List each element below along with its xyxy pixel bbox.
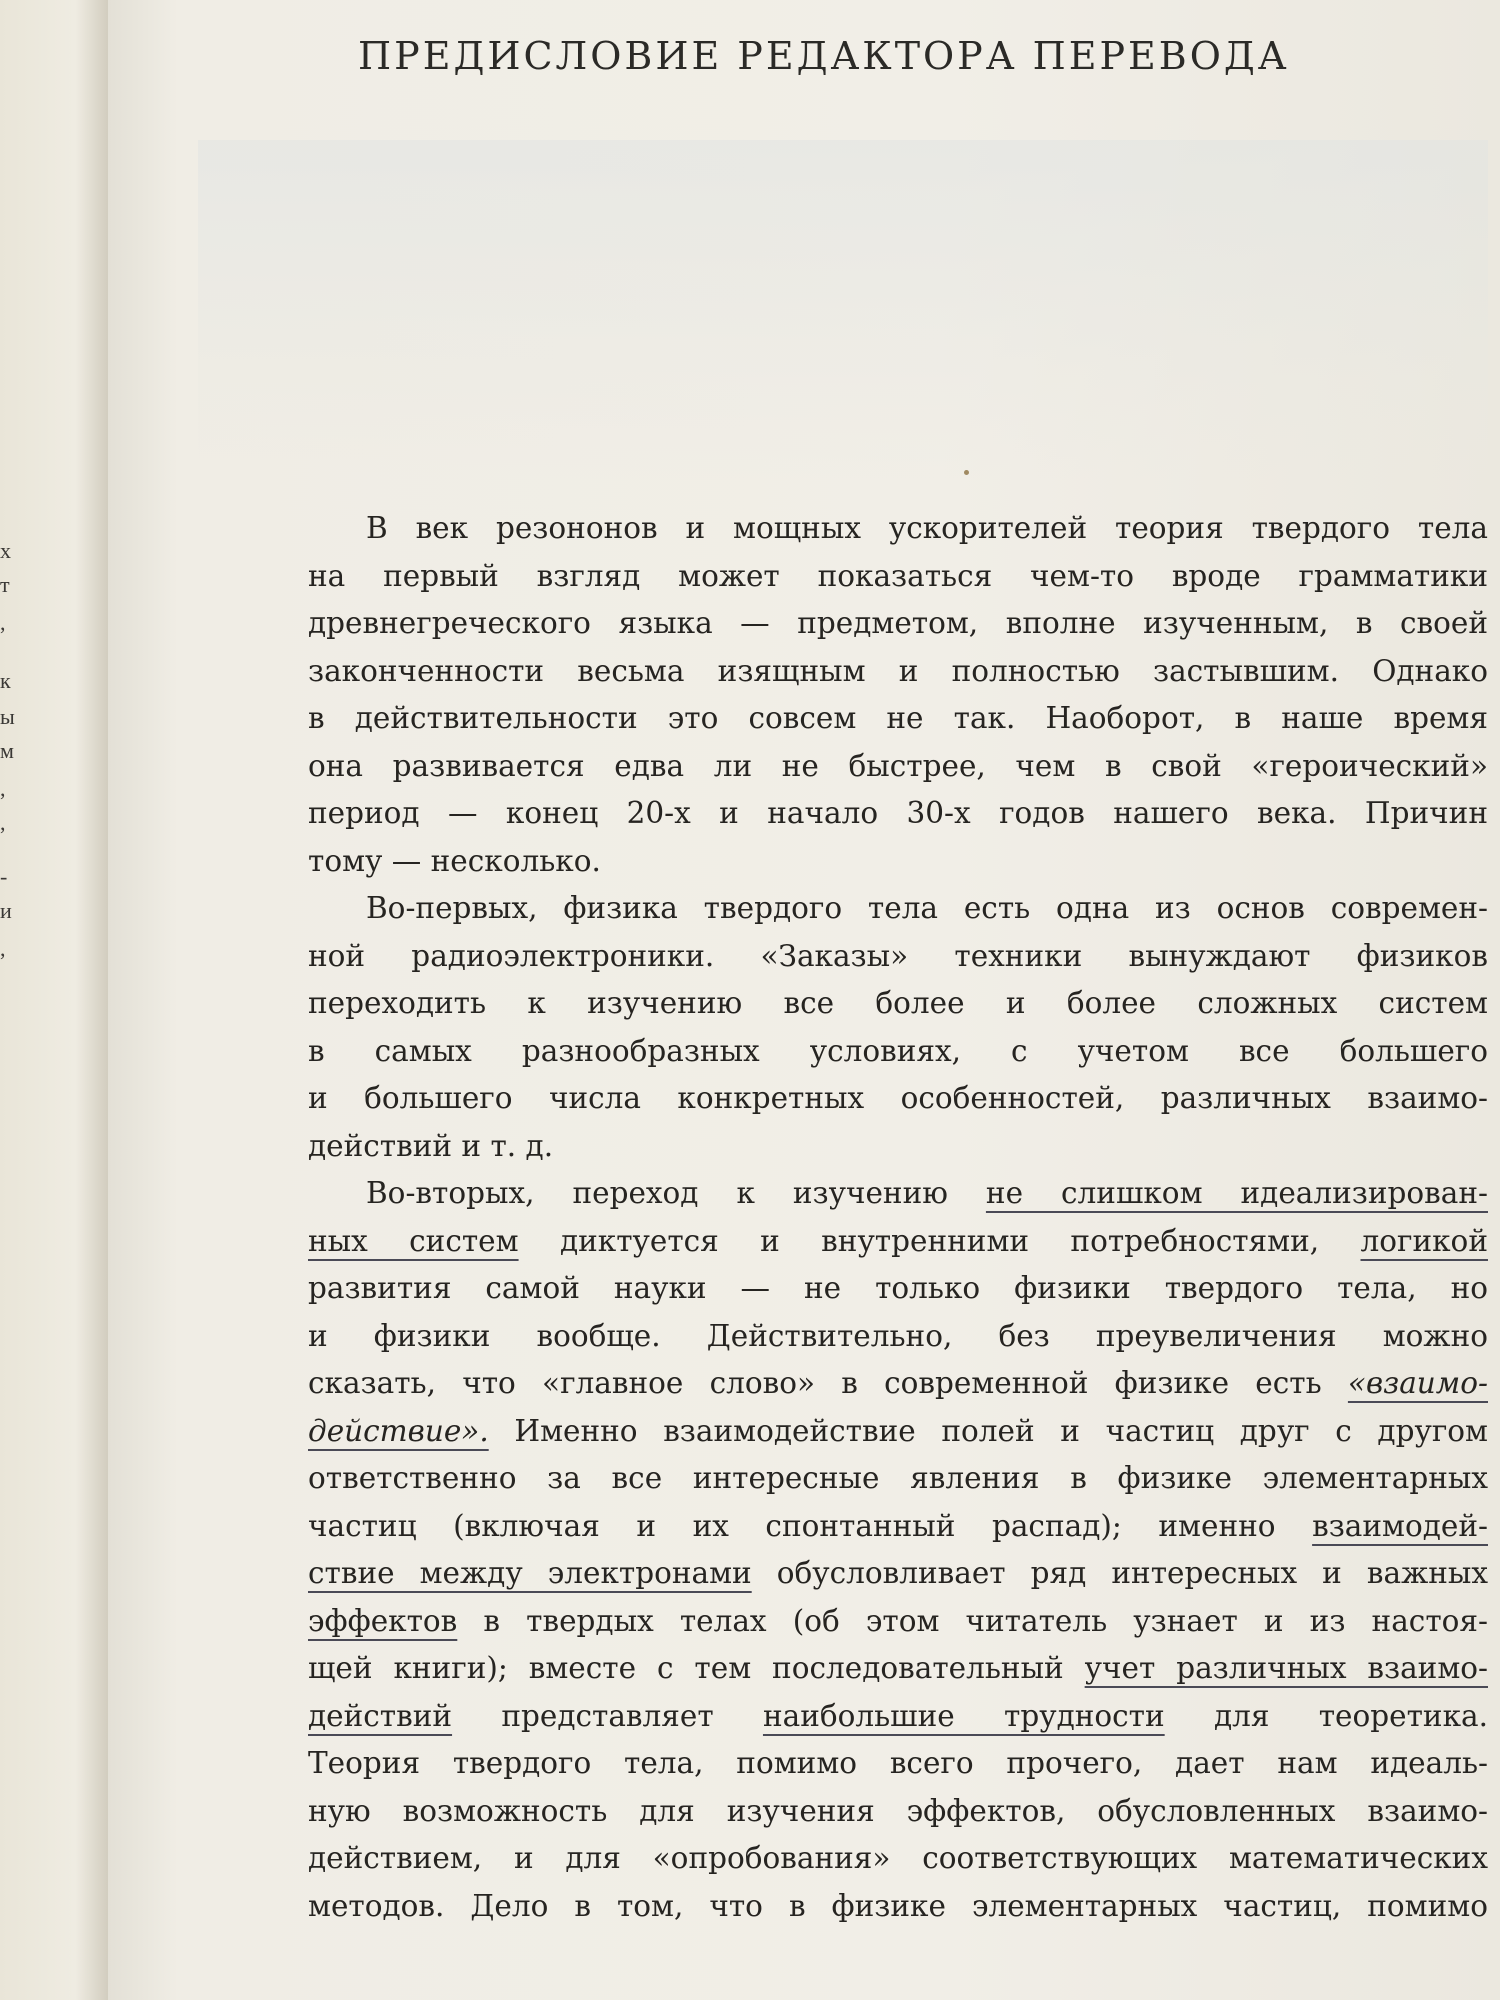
text-line: и большего числа конкретных особенностей, различных взаимо- — [308, 1081, 1488, 1115]
text-run: представляет — [452, 1698, 763, 1733]
text-line: ответственно за все интересные явления в физике элементарных — [308, 1461, 1488, 1495]
underlined-phrase: действий — [308, 1698, 453, 1733]
margin-fragment: - — [0, 864, 8, 889]
text-line: развития самой науки — не только физики твердого тела, но — [308, 1271, 1488, 1305]
text-run: для теоретика. — [1164, 1698, 1488, 1733]
text-line: древнегреческого языка — предметом, вполне изученным, в своей — [308, 606, 1488, 640]
margin-fragment: м — [0, 738, 14, 763]
text-line — [308, 1218, 1488, 1266]
text-line: и физики вообще. Действительно, без преувеличения можно — [308, 1318, 1488, 1353]
text-line: она развивается едва ли не быстрее, чем в свой «героический» — [308, 748, 1488, 783]
page-title: ПРЕДИСЛОВИЕ РЕДАКТОРА ПЕРЕВОДА — [358, 34, 1290, 78]
text-run: обусловливает ряд интересных и важных — [751, 1556, 1488, 1590]
text-line: законченности весьма изящным и полностью застывшим. Однако — [308, 653, 1488, 688]
text-line — [308, 1550, 1488, 1598]
italic-underlined-term: «взаимо- — [1347, 1366, 1488, 1400]
text-line: действий и т. д. — [308, 1128, 554, 1163]
text-line: методов. Дело в том, что в физике элементарных частиц, помимо — [308, 1888, 1488, 1923]
text-run: частиц (включая и их спонтанный распад); именно — [308, 1508, 1313, 1543]
text-line: в самых разнообразных условиях, с учетом все большего — [308, 1033, 1488, 1068]
text-line: в действительности это совсем не так. Наоборот, в наше время — [308, 701, 1488, 735]
text-line: Во-первых, физика твердого тела есть одна из основ современ- — [366, 891, 1488, 925]
margin-fragment: , — [0, 936, 6, 961]
margin-fragment: , — [0, 610, 6, 635]
margin-fragment: к — [0, 668, 11, 693]
text-run: диктуется и внутренними потребностями, — [518, 1223, 1361, 1258]
text-line — [308, 1645, 1488, 1693]
show-through-area — [198, 140, 1488, 480]
text-line — [308, 1503, 1488, 1551]
margin-fragment: х — [0, 538, 11, 563]
text-run: сказать, что «главное слово» в современной физике есть — [308, 1366, 1348, 1400]
underlined-phrase: взаимодей- — [1312, 1508, 1488, 1543]
text-line — [308, 1693, 1488, 1741]
underlined-phrase: наибольшие трудности — [762, 1698, 1165, 1733]
text-run: щей книги); вместе с тем последовательный — [308, 1651, 1085, 1685]
underlined-phrase: ных систем — [308, 1223, 519, 1258]
underlined-phrase: эффектов — [308, 1603, 458, 1638]
text-line — [308, 1360, 1488, 1408]
text-run: Во-вторых, переход к изучению — [366, 1176, 986, 1210]
text-line: В век резононов и мощных ускорителей теория твердого тела — [366, 511, 1488, 545]
book-page — [108, 0, 1500, 2000]
previous-page-edge — [0, 0, 108, 2000]
margin-fragment: и — [0, 898, 12, 923]
margin-fragment: , — [0, 810, 6, 835]
underlined-phrase: не слишком идеализирован- — [985, 1176, 1488, 1210]
margin-fragment: т — [0, 572, 10, 597]
text-line: тому — несколько. — [308, 843, 601, 878]
text-line — [308, 1598, 1488, 1646]
text-line — [308, 1170, 1488, 1218]
margin-fragment: , — [0, 776, 6, 801]
italic-underlined-term: действие». — [308, 1413, 489, 1448]
text-run: в твердых телах (об этом читатель узнает и из настоя- — [457, 1603, 1488, 1638]
text-line: на первый взгляд может показаться чем-то вроде грамматики — [308, 558, 1488, 593]
text-line: переходить к изучению все более и более сложных систем — [308, 986, 1488, 1020]
text-line: действием, и для «опробования» соответствующих математических — [308, 1841, 1488, 1875]
text-run: Именно взаимодействие полей и частиц друг с другом — [488, 1413, 1488, 1448]
text-line: период — конец 20-х и начало 30-х годов нашего века. Причин — [308, 796, 1488, 830]
margin-fragment: ы — [0, 704, 15, 729]
text-line: ную возможность для изучения эффектов, обусловленных взаимо- — [308, 1793, 1488, 1828]
body-text — [308, 505, 1488, 1930]
text-line: ной радиоэлектроники. «Заказы» техники вынуждают физиков — [308, 938, 1488, 973]
underlined-phrase: ствие между электронами — [308, 1556, 752, 1590]
text-line: Теория твердого тела, помимо всего прочего, дает нам идеаль- — [308, 1746, 1488, 1780]
paper-speck — [964, 470, 969, 475]
underlined-phrase: логикой — [1360, 1223, 1488, 1258]
underlined-phrase: учет различных взаимо- — [1084, 1651, 1488, 1685]
text-line — [308, 1408, 1488, 1456]
